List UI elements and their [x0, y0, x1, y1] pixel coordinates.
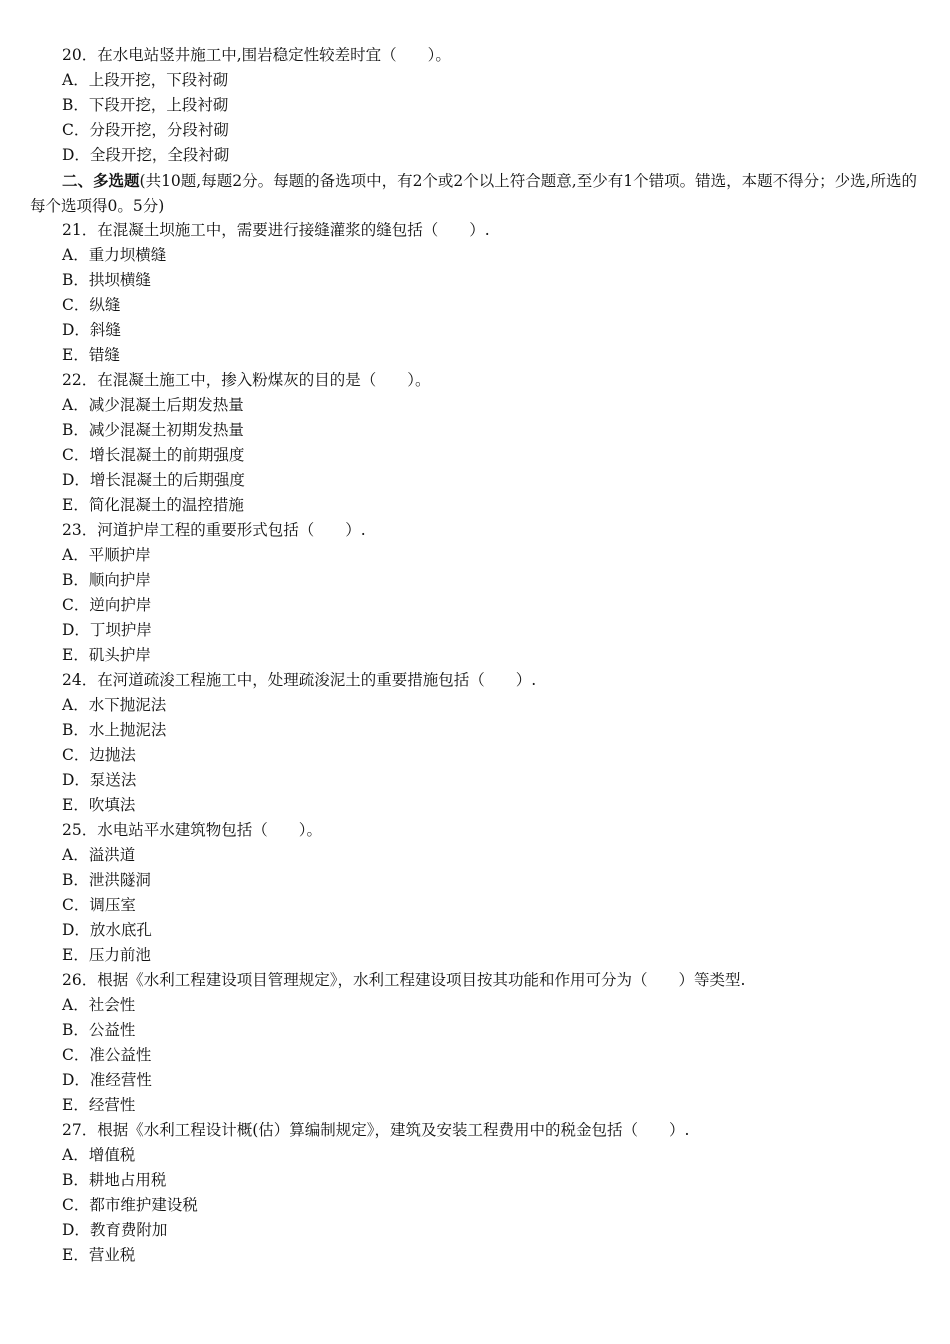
- option: D．泵送法: [62, 771, 137, 789]
- question-stem: 25．水电站平水建筑物包括（ ）。: [62, 821, 322, 839]
- question-stem: 26．根据《水利工程建设项目管理规定》，水利工程建设项目按其功能和作用可分为（ ）等类型.: [62, 971, 746, 989]
- option: D．教育费附加: [62, 1221, 168, 1239]
- question-stem: 21．在混凝土坝施工中，需要进行接缝灌浆的缝包括（ ）.: [62, 221, 490, 239]
- option: E．简化混凝土的温控措施: [62, 496, 244, 514]
- option: B．减少混凝土初期发热量: [62, 421, 244, 439]
- option: B．下段开挖，上段衬砌: [62, 96, 229, 114]
- option: A．平顺护岸: [62, 546, 151, 564]
- option: A．重力坝横缝: [62, 246, 167, 264]
- question-stem: 27．根据《水利工程设计概(估）算编制规定》，建筑及安装工程费用中的税金包括（ ）.: [62, 1121, 690, 1139]
- question-stem: 20．在水电站竖井施工中,围岩稳定性较差时宜（ ）。: [62, 46, 451, 64]
- option: E．错缝: [62, 346, 120, 364]
- option: C．分段开挖，分段衬砌: [62, 121, 229, 139]
- option: C．纵缝: [62, 296, 121, 314]
- question-stem: 24．在河道疏浚工程施工中，处理疏浚泥土的重要措施包括（ ）.: [62, 671, 537, 689]
- option: E．经营性: [62, 1096, 136, 1114]
- section-heading-multiple-choice: [30, 168, 922, 219]
- option: C．逆向护岸: [62, 596, 152, 614]
- option: B．顺向护岸: [62, 571, 151, 589]
- option: A．溢洪道: [62, 846, 136, 864]
- option: A．增值税: [62, 1146, 136, 1164]
- option: D．斜缝: [62, 321, 121, 339]
- option: D．全段开挖，全段衬砌: [62, 146, 230, 164]
- option: C．增长混凝土的前期强度: [62, 446, 245, 464]
- option: C．边抛法: [62, 746, 136, 764]
- section-instructions: (共10题,每题2分。每题的备选项中，有2个或2个以上符合题意,至少有1个错项。错选，本题不得分；少选,所选的每个选项得0。5分): [30, 172, 918, 215]
- option: B．耕地占用税: [62, 1171, 167, 1189]
- option: A．上段开挖，下段衬砌: [62, 71, 229, 89]
- option: A．水下抛泥法: [62, 696, 167, 714]
- option: B．公益性: [62, 1021, 136, 1039]
- option: C．都市维护建设税: [62, 1196, 198, 1214]
- option: E．压力前池: [62, 946, 151, 964]
- option: A．社会性: [62, 996, 136, 1014]
- option: E．营业税: [62, 1246, 136, 1264]
- option: E．矶头护岸: [62, 646, 151, 664]
- option: C．准公益性: [62, 1046, 152, 1064]
- question-stem: 22．在混凝土施工中，掺入粉煤灰的目的是（ ）。: [62, 371, 431, 389]
- option: C．调压室: [62, 896, 136, 914]
- option: A．减少混凝土后期发热量: [62, 396, 244, 414]
- option: B．泄洪隧洞: [62, 871, 151, 889]
- option: D．丁坝护岸: [62, 621, 152, 639]
- option: D．准经营性: [62, 1071, 152, 1089]
- option: B．拱坝横缝: [62, 271, 151, 289]
- option: E．吹填法: [62, 796, 136, 814]
- option: D．放水底孔: [62, 921, 152, 939]
- question-stem: 23．河道护岸工程的重要形式包括（ ）.: [62, 521, 366, 539]
- section-title: 二、多选题: [62, 171, 140, 190]
- option: D．增长混凝土的后期强度: [62, 471, 245, 489]
- option: B．水上抛泥法: [62, 721, 167, 739]
